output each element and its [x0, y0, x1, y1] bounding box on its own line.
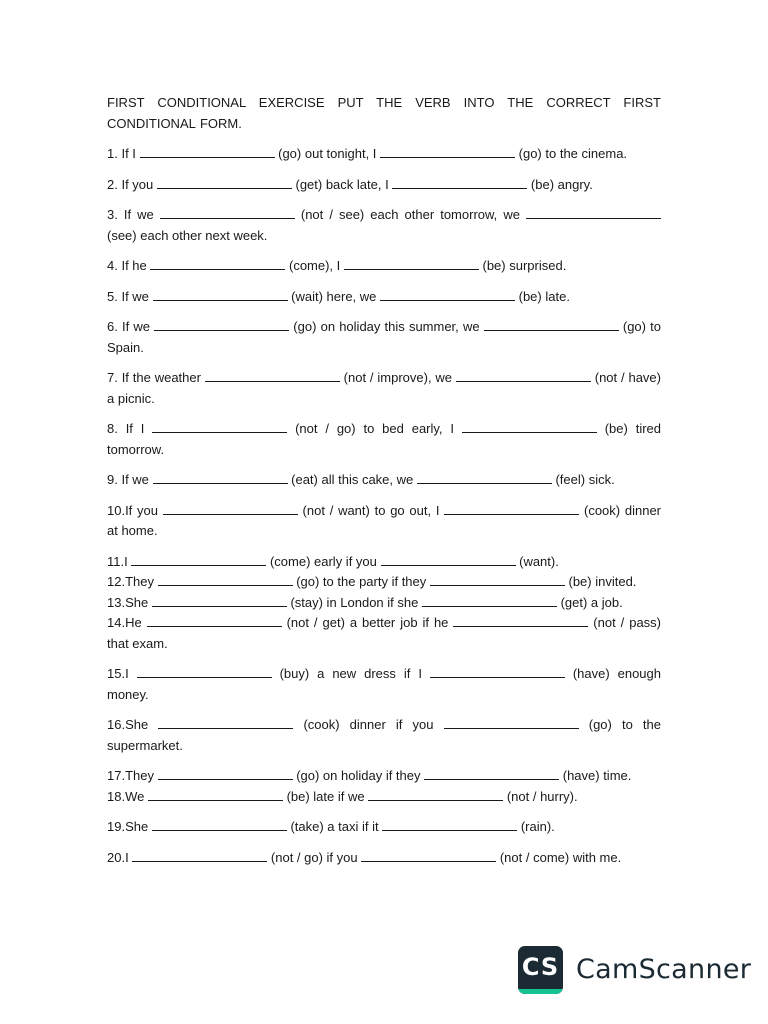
exercise-item [107, 419, 661, 460]
exercise-item [107, 715, 661, 756]
exercise-text: (want). [515, 553, 559, 569]
exercise-text: (rain). [517, 819, 555, 834]
exercise-text: (go) on holiday if they [292, 768, 425, 783]
answer-blank[interactable] [526, 217, 661, 219]
exercise-item [107, 470, 661, 491]
exercise-text: (not / go) if you [267, 849, 362, 865]
answer-blank[interactable] [158, 778, 293, 780]
answer-blank[interactable] [368, 799, 503, 801]
exercise-item [107, 501, 661, 542]
exercise-item [107, 766, 661, 787]
exercise-item [107, 175, 661, 196]
exercise-item [107, 144, 661, 165]
exercise-text: (be) surprised. [478, 258, 567, 273]
exercise-text: (get) a job. [556, 594, 623, 610]
exercise-text: (go) out tonight, I [274, 146, 381, 161]
answer-blank[interactable] [382, 829, 517, 831]
answer-blank[interactable] [417, 482, 552, 484]
exercise-text: (not / want) to go out, I [297, 502, 445, 518]
exercise-text: 16.She [107, 717, 159, 732]
answer-blank[interactable] [444, 727, 579, 729]
exercise-text: 3. If we [107, 207, 160, 222]
exercise-item [107, 256, 661, 277]
answer-blank[interactable] [132, 860, 267, 862]
exercise-text: (buy) a new dress if I [271, 666, 430, 681]
exercise-text: (be) invited. [564, 574, 637, 589]
answer-blank[interactable] [140, 156, 275, 158]
exercise-text: (have) enough money. [107, 666, 661, 702]
exercise-text: 10.If you [107, 502, 163, 518]
answer-blank[interactable] [158, 727, 293, 729]
exercise-text: 7. If the weather [107, 370, 205, 385]
exercise-text: (not / have) a picnic. [107, 370, 661, 406]
answer-blank[interactable] [158, 584, 293, 586]
exercise-item [107, 664, 661, 705]
exercise-text: 20.I [107, 849, 133, 865]
exercise-text: (go) to Spain. [107, 319, 661, 355]
exercise-item [107, 787, 661, 808]
answer-blank[interactable] [361, 860, 496, 862]
answer-blank[interactable] [462, 431, 597, 433]
exercise-text: 8. If I [107, 421, 153, 436]
answer-blank[interactable] [430, 584, 565, 586]
answer-blank[interactable] [380, 156, 515, 158]
exercise-text: 4. If he [107, 258, 151, 273]
exercise-text: (be) late. [515, 288, 570, 304]
exercise-text: (come) early if you [266, 553, 381, 569]
exercise-item [107, 368, 661, 409]
exercise-text: (go) on holiday this summer, we [289, 319, 484, 334]
answer-blank[interactable] [157, 187, 292, 189]
exercise-text: (be) tired tomorrow. [107, 421, 661, 457]
answer-blank[interactable] [484, 329, 619, 331]
exercise-text: 6. If we [107, 319, 155, 334]
exercise-text: 5. If we [107, 288, 153, 304]
exercise-item [107, 287, 661, 308]
exercise-text: (eat) all this cake, we [287, 472, 417, 487]
exercise-text: (not / get) a better job if he [281, 615, 454, 630]
exercise-text: (not / go) to bed early, I [287, 421, 462, 436]
answer-blank[interactable] [205, 380, 340, 382]
camscanner-badge-icon [518, 946, 563, 994]
exercise-item [107, 205, 661, 246]
exercise-list [107, 144, 661, 868]
exercise-text: (go) to the party if they [292, 574, 430, 589]
answer-blank[interactable] [453, 625, 588, 627]
answer-blank[interactable] [444, 513, 579, 515]
answer-blank[interactable] [153, 482, 288, 484]
exercise-item [107, 817, 661, 838]
exercise-text: 12.They [107, 574, 158, 589]
exercise-text: (wait) here, we [287, 288, 381, 304]
exercise-item [107, 317, 661, 358]
exercise-text: 13.She [107, 594, 152, 610]
answer-blank[interactable] [150, 268, 285, 270]
answer-blank[interactable] [131, 564, 266, 566]
exercise-text: 17.They [107, 768, 158, 783]
answer-blank[interactable] [153, 299, 288, 301]
exercise-item [107, 593, 661, 614]
exercise-text: (go) to the supermarket. [107, 717, 661, 753]
exercise-text: (cook) dinner if you [293, 717, 444, 732]
exercise-text: 9. If we [107, 472, 153, 487]
answer-blank[interactable] [137, 676, 272, 678]
exercise-item [107, 572, 661, 593]
exercise-text: (come), I [285, 258, 344, 273]
answer-blank[interactable] [152, 605, 287, 607]
worksheet [107, 93, 661, 878]
exercise-text: (be) angry. [527, 176, 593, 192]
answer-blank[interactable] [163, 513, 298, 515]
exercise-text: (take) a taxi if it [286, 819, 383, 834]
exercise-text: (have) time. [559, 768, 632, 783]
answer-blank[interactable] [381, 564, 516, 566]
exercise-text: 2. If you [107, 176, 157, 192]
exercise-text: (not / improve), we [339, 370, 456, 385]
answer-blank[interactable] [148, 799, 283, 801]
answer-blank[interactable] [147, 625, 282, 627]
exercise-text: 18.We [107, 788, 148, 804]
exercise-text: 1. If I [107, 146, 140, 161]
camscanner-badge-text: CS [521, 953, 560, 981]
exercise-item [107, 613, 661, 654]
answer-blank[interactable] [392, 187, 527, 189]
camscanner-logo [518, 946, 752, 996]
answer-blank[interactable] [380, 299, 515, 301]
exercise-text: (cook) dinner at home. [107, 502, 662, 538]
exercise-text: 11.I [107, 553, 132, 569]
exercise-text: (stay) in London if she [286, 594, 422, 610]
worksheet-title: FIRST CONDITIONAL EXERCISE PUT THE VERB INTO THE CORRECT FIRST CONDITIONAL FORM. [107, 95, 661, 131]
answer-blank[interactable] [154, 329, 289, 331]
answer-blank[interactable] [430, 676, 565, 678]
answer-blank[interactable] [456, 380, 591, 382]
answer-blank[interactable] [152, 431, 287, 433]
exercise-text: (see) each other next week. [107, 227, 268, 243]
exercise-text: (feel) sick. [551, 472, 615, 487]
exercise-text: (not / come) with me. [496, 849, 622, 865]
answer-blank[interactable] [344, 268, 479, 270]
exercise-text: 19.She [107, 819, 152, 834]
exercise-text: 14.He [107, 615, 147, 630]
camscanner-brand-text: CamScanner [576, 954, 752, 985]
exercise-text: 15.I [107, 666, 137, 681]
exercise-text: (be) late if we [282, 788, 369, 804]
answer-blank[interactable] [152, 829, 287, 831]
exercise-text: (not / hurry). [503, 788, 578, 804]
answer-blank[interactable] [424, 778, 559, 780]
exercise-text: (not / see) each other tomorrow, we [294, 207, 526, 222]
exercise-item [107, 848, 661, 869]
exercise-text: (not / pass) that exam. [107, 615, 661, 651]
answer-blank[interactable] [160, 217, 295, 219]
exercise-text: (go) to the cinema. [515, 146, 628, 161]
answer-blank[interactable] [422, 605, 557, 607]
exercise-text: (get) back late, I [291, 176, 393, 192]
exercise-item [107, 552, 661, 573]
